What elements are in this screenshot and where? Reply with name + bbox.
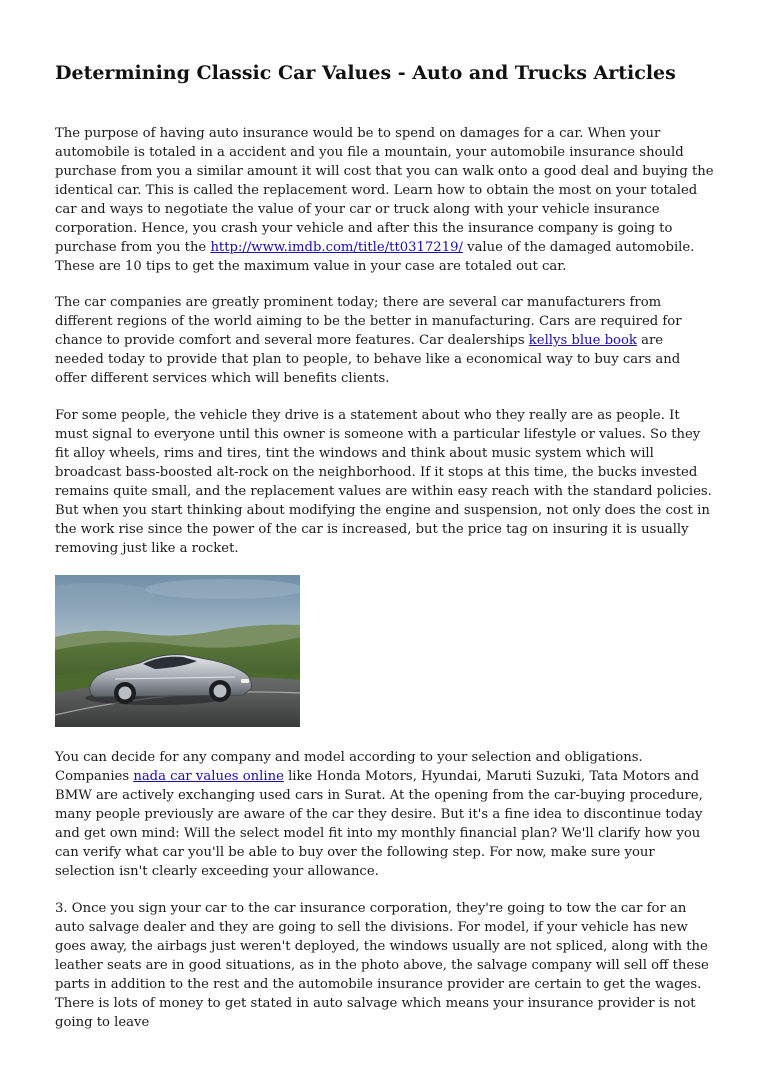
paragraph-text: value of the damaged automobile. These are 10 tips to get the maximum value in your case are totaled out car.: [55, 240, 695, 274]
paragraph-text: The purpose of having auto insurance would be to spend on damages for a car. When your automobile is totaled in a accident and you file a mountain, your automobile insurance should purchase from you a similar amount it will cost that you can walk onto a good deal and buying the identical car. This is called the replacement word. Learn how to obtain the most on your totaled car and ways to negotiate the value of your car or truck along with your vehicle insurance corporation. Hence, you crash your vehicle and after this the insurance company is going to purchase from you the: [55, 126, 714, 255]
paragraph-text: You can decide for any company and model according to your selection and obligations. Companies: [55, 750, 643, 784]
paragraph-text: are needed today to provide that plan to people, to behave like a economical way to buy cars and offer different services which will benefits clients.: [55, 333, 681, 386]
imdb-link[interactable]: http://www.imdb.com/title/tt0317219/: [210, 240, 463, 255]
nada-car-values-link[interactable]: nada car values online: [133, 769, 284, 784]
paragraph-salvage: 3. Once you sign your car to the car insurance corporation, they're going to tow the car for an auto salvage dealer and they are going to sell the divisions. For model, if your vehicle has new goes away, the airbags just weren't deployed, the windows usually are not spliced, along with the leather seats are in good situations, as in the photo above, the salvage company will sell off these parts in addition to the rest and the automobile insurance provider are certain to get the wages. There is lots of money to get stated in auto salvage which means your insurance provider is not going to leave: [55, 901, 709, 1030]
paragraph-choose-company: [55, 748, 715, 881]
article-title: Determining Classic Car Values - Auto and Trucks Articles: [55, 62, 676, 84]
car-photo: [55, 575, 300, 727]
kellys-blue-book-link[interactable]: kellys blue book: [528, 333, 637, 348]
paragraph-text: The car companies are greatly prominent today; there are several car manufacturers from different regions of the world aiming to be the better in manufacturing. Cars are required for chance to provide comfort and several more features. Car dealerships: [55, 295, 682, 348]
paragraph-insurance-purpose: [55, 124, 715, 276]
paragraph-vehicle-statement: For some people, the vehicle they drive is a statement about who they really are as people. It must signal to everyone until this owner is someone with a particular lifestyle or values. So they fit alloy wheels, rims and tires, tint the windows and think about music system which will broadcast bass-boosted alt-rock on the neighborhood. If it stops at this time, the bucks invested remains quite small, and the replacement values are within easy reach with the standard policies. But when you start thinking about modifying the engine and suspension, not only does the cost in the work rise since the power of the car is increased, but the price tag on insuring it is usually removing just like a rocket.: [55, 408, 712, 556]
paragraph-car-companies: [55, 293, 715, 388]
paragraph-text: like Honda Motors, Hyundai, Maruti Suzuki, Tata Motors and BMW are actively exchanging used cars in Surat. At the opening from the car-buying procedure, many people previously are aware of the car they desire. But it's a fine idea to discontinue today and get own mind: Will the select model fit into my monthly financial plan? We'll clarify how you can verify what car you'll be able to buy over the following step. For now, make sure your selection isn't clearly exceeding your allowance.: [55, 769, 703, 879]
